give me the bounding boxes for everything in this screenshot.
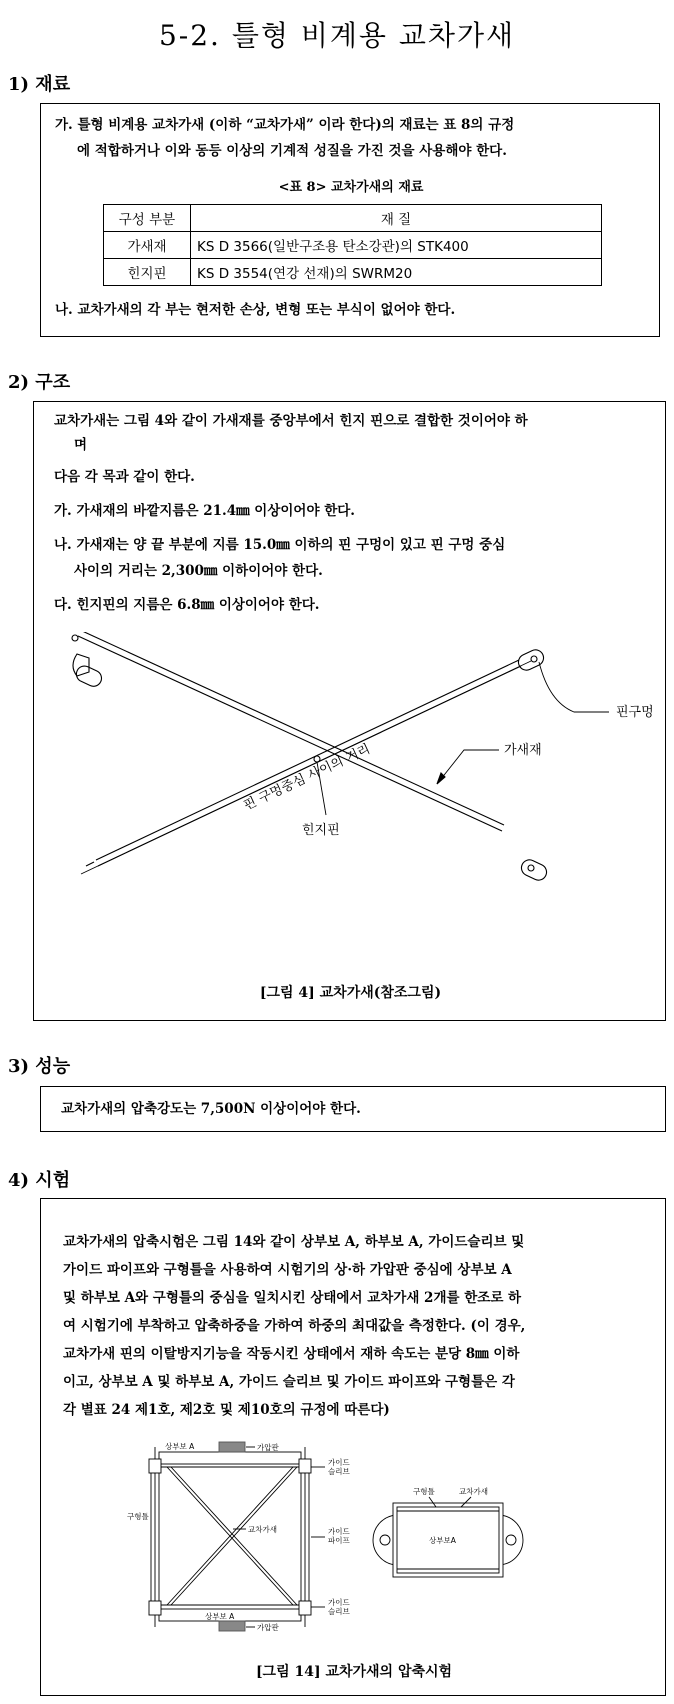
brace-member-1 xyxy=(73,632,504,831)
section-2-heading: 2) 구조 xyxy=(8,372,71,393)
table-row xyxy=(104,232,602,259)
upper-beam xyxy=(159,1452,301,1464)
s2-item-da: 다. 힌지핀의 지름은 6.8㎜ 이상이어야 한다. xyxy=(54,597,320,613)
s4-line: 각 별표 24 제1호, 제2호 및 제10호의 규정에 따른다) xyxy=(63,1402,390,1418)
figure-14-compression-test xyxy=(41,1437,667,1657)
section-4-heading: 4) 시험 xyxy=(8,1170,71,1191)
s3-text: 교차가새의 압축강도는 7,500N 이상이어야 한다. xyxy=(61,1101,361,1117)
s2-intro-line1: 교차가새는 그림 4와 같이 가새재를 중앙부에서 힌지 핀으로 결합한 것이어야 하 xyxy=(54,413,528,429)
section-1-heading: 1) 재료 xyxy=(8,74,71,95)
table-row xyxy=(104,259,602,286)
table-cell: KS D 3566(일반구조용 탄소강관)의 STK400 xyxy=(191,232,602,259)
table-cell: 힌지핀 xyxy=(104,259,191,286)
fig14-plan-beam: 상부보A xyxy=(429,1536,456,1545)
fig14-guide-sleeve-top-2: 슬리브 xyxy=(328,1467,350,1476)
s4-line: 이고, 상부보 A 및 하부보 A, 가이드 슬리브 및 가이드 파이프와 구형틀은 각 xyxy=(63,1374,515,1390)
fig14-guide-pipe-2: 파이프 xyxy=(328,1536,350,1545)
fig14-pressure-plate-bot: 가압판 xyxy=(257,1623,279,1632)
materials-table xyxy=(103,204,602,286)
brace-label: 가새재 xyxy=(504,743,542,758)
table-header-row xyxy=(104,205,602,232)
section-3-heading: 3) 성능 xyxy=(8,1056,71,1077)
table-header-cell: 구성 부분 xyxy=(104,205,191,232)
pin-eye-bottom-right xyxy=(519,857,549,882)
s4-line: 여 시험기에 부착하고 압축하중을 가하여 하중의 최대값을 측정한다. (이 경우, xyxy=(63,1318,526,1334)
fig14-guide-pipe-1: 가이드 xyxy=(328,1527,350,1536)
table-cell: KS D 3554(연강 선재)의 SWRM20 xyxy=(191,259,602,286)
figure-14-caption: [그림 14] 교차가새의 압축시험 xyxy=(255,1664,453,1680)
plan-pin-hole-right xyxy=(506,1535,516,1545)
fig14-pressure-plate-top: 가압판 xyxy=(257,1443,279,1452)
distance-dimension-line xyxy=(81,661,531,874)
fig14-cross-brace: 교차가새 xyxy=(248,1525,277,1534)
s1-ga-line1: 가. 틀형 비계용 교차가새 (이하 “교차가새” 이라 한다)의 재료는 표 8의 규정 xyxy=(55,117,515,133)
page-title: 5-2. 틀형 비계용 교차가새 xyxy=(158,19,516,52)
s2-item-na-line1: 나. 가새재는 양 끝 부분에 지름 15.0㎜ 이하의 핀 구멍이 있고 핀 구멍 중심 xyxy=(54,537,506,553)
section-1-box xyxy=(40,103,660,337)
table-caption: <표 8> 교차가새의 재료 xyxy=(278,180,424,195)
s1-na: 나. 교차가새의 각 부는 현저한 손상, 변형 또는 부식이 없어야 한다. xyxy=(55,302,456,318)
s1-ga-line2: 에 적합하거나 이와 동등 이상의 기계적 성질을 가진 것을 사용해야 한다. xyxy=(77,143,507,159)
section-3-box xyxy=(40,1086,666,1132)
s4-line: 교차가새의 압축시험은 그림 14와 같이 상부보 A, 하부보 A, 가이드슬리브 및 xyxy=(63,1234,525,1250)
s2-item-ga: 가. 가새재의 바깥지름은 21.4㎜ 이상이어야 한다. xyxy=(54,503,355,519)
s4-line: 교차가새 핀의 이탈방지기능을 작동시킨 상태에서 재하 속도는 분당 8㎜ 이하 xyxy=(63,1346,520,1362)
s4-line: 및 하부보 A와 구형틀의 중심을 일치시킨 상태에서 교차가새 2개를 한조로 하 xyxy=(63,1290,522,1306)
fig14-plan-brace: 교차가새 xyxy=(459,1487,488,1496)
section-2-box xyxy=(33,401,666,1021)
lower-pressure-plate xyxy=(219,1621,245,1631)
hinge-pin-label: 힌지핀 xyxy=(302,823,340,838)
fig14-rect-frame: 구형틀 xyxy=(127,1512,149,1521)
figure-4-cross-brace xyxy=(34,632,664,962)
fig14-guide-sleeve-top-1: 가이드 xyxy=(328,1458,350,1467)
fig14-lower-beam: 상부보 A xyxy=(205,1612,235,1621)
distance-label: 핀 구멍중심 사이의 거리 xyxy=(241,741,373,814)
table-header-cell: 재 질 xyxy=(191,205,602,232)
table-cell: 가새재 xyxy=(104,232,191,259)
s4-line: 가이드 파이프와 구형틀을 사용하여 시험기의 상·하 가압판 중심에 상부보 A xyxy=(63,1262,512,1278)
s2-intro-line2: 며 xyxy=(74,437,88,453)
elevation-view xyxy=(149,1442,325,1631)
pin-hole-label: 핀구멍 xyxy=(616,705,654,720)
plan-pin-hole-left xyxy=(380,1535,390,1545)
upper-pressure-plate xyxy=(219,1442,245,1452)
s2-item-na-line2: 사이의 거리는 2,300㎜ 이하이어야 한다. xyxy=(74,563,323,579)
fig14-plan-frame: 구형틀 xyxy=(413,1487,435,1496)
section-4-box xyxy=(40,1198,666,1696)
fig14-guide-sleeve-bot-2: 슬리브 xyxy=(328,1607,350,1616)
pin-eye-top-left xyxy=(74,663,104,688)
fig14-guide-sleeve-bot-1: 가이드 xyxy=(328,1598,350,1607)
s2-intro-line3: 다음 각 목과 같이 한다. xyxy=(54,469,195,485)
figure-4-caption: [그림 4] 교차가새(참조그림) xyxy=(259,985,442,1001)
fig14-upper-beam: 상부보 A xyxy=(165,1442,195,1451)
